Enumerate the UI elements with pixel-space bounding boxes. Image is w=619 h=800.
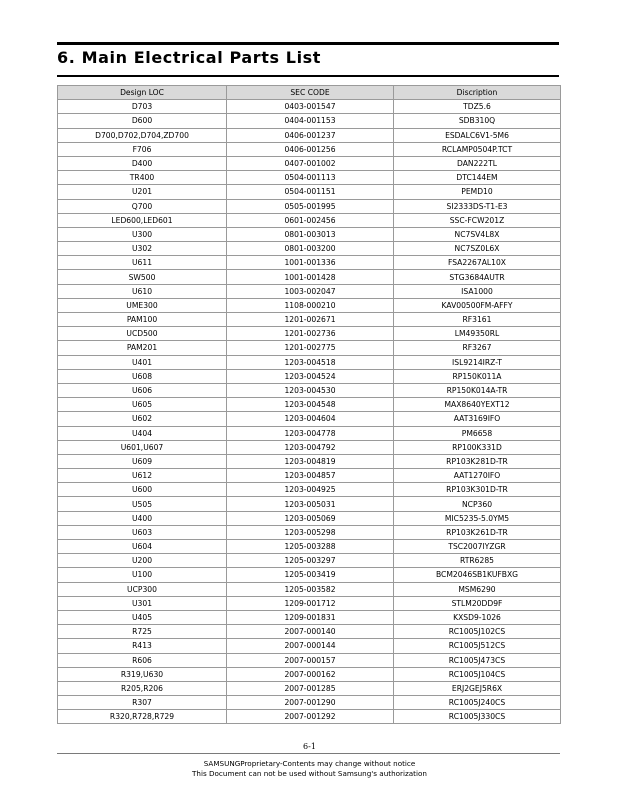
description-cell: KAV00500FM-AFFY (394, 298, 561, 312)
table-row (58, 256, 561, 270)
header-sec-code: SEC CODE (227, 86, 394, 100)
table-row (58, 298, 561, 312)
design-loc-cell: U401 (58, 355, 227, 369)
design-loc-cell: U302 (58, 242, 227, 256)
design-loc-cell: TR400 (58, 171, 227, 185)
table-row (58, 327, 561, 341)
table-row (58, 525, 561, 539)
sec-code-cell: 0601-002456 (227, 213, 394, 227)
sec-code-cell: 1203-004604 (227, 412, 394, 426)
sec-code-cell: 1205-003419 (227, 568, 394, 582)
table-row (58, 681, 561, 695)
design-loc-cell: D600 (58, 114, 227, 128)
design-loc-cell: R319,U630 (58, 667, 227, 681)
sec-code-cell: 2007-001290 (227, 696, 394, 710)
table-row (58, 341, 561, 355)
sec-code-cell: 1203-004819 (227, 454, 394, 468)
page-number: 6-1 (303, 742, 316, 751)
design-loc-cell: U601,U607 (58, 440, 227, 454)
design-loc-cell: Q700 (58, 199, 227, 213)
description-cell: MSM6290 (394, 582, 561, 596)
table-row (58, 511, 561, 525)
parts-table-body (58, 100, 561, 724)
table-row (58, 213, 561, 227)
table-row (58, 610, 561, 624)
table-row (58, 185, 561, 199)
table-row (58, 142, 561, 156)
design-loc-cell: R725 (58, 625, 227, 639)
design-loc-cell: U602 (58, 412, 227, 426)
sec-code-cell: 1203-004857 (227, 469, 394, 483)
design-loc-cell: U301 (58, 596, 227, 610)
table-row (58, 114, 561, 128)
sec-code-cell: 1203-004778 (227, 426, 394, 440)
design-loc-cell: R205,R206 (58, 681, 227, 695)
table-row (58, 100, 561, 114)
sec-code-cell: 1203-004548 (227, 398, 394, 412)
sec-code-cell: 1108-000210 (227, 298, 394, 312)
sec-code-cell: 1209-001831 (227, 610, 394, 624)
sec-code-cell: 0504-001113 (227, 171, 394, 185)
design-loc-cell: U200 (58, 554, 227, 568)
table-row (58, 227, 561, 241)
title-rule (57, 75, 559, 77)
design-loc-cell: UCP300 (58, 582, 227, 596)
description-cell: RP103K261D-TR (394, 525, 561, 539)
sec-code-cell: 1203-004524 (227, 369, 394, 383)
description-cell: TSC2007IYZGR (394, 540, 561, 554)
design-loc-cell: U201 (58, 185, 227, 199)
sec-code-cell: 1003-002047 (227, 284, 394, 298)
table-row (58, 426, 561, 440)
table-row (58, 199, 561, 213)
table-row (58, 128, 561, 142)
header-row (58, 86, 561, 100)
description-cell: RP103K301D-TR (394, 483, 561, 497)
description-cell: RC1005J104CS (394, 667, 561, 681)
design-loc-cell: U611 (58, 256, 227, 270)
description-cell: RF3161 (394, 313, 561, 327)
description-cell: SDB310Q (394, 114, 561, 128)
design-loc-cell: D700,D702,D704,ZD700 (58, 128, 227, 142)
table-row (58, 625, 561, 639)
design-loc-cell: U610 (58, 284, 227, 298)
sec-code-cell: 1201-002671 (227, 313, 394, 327)
table-row (58, 171, 561, 185)
design-loc-cell: U603 (58, 525, 227, 539)
design-loc-cell: LED600,LED601 (58, 213, 227, 227)
table-row (58, 639, 561, 653)
sec-code-cell: 2007-000140 (227, 625, 394, 639)
description-cell: RP150K011A (394, 369, 561, 383)
design-loc-cell: R413 (58, 639, 227, 653)
description-cell: RP150K014A-TR (394, 383, 561, 397)
design-loc-cell: U605 (58, 398, 227, 412)
description-cell: TDZ5.6 (394, 100, 561, 114)
table-row (58, 313, 561, 327)
table-row (58, 412, 561, 426)
sec-code-cell: 1203-004530 (227, 383, 394, 397)
table-row (58, 596, 561, 610)
description-cell: AAT3169IFO (394, 412, 561, 426)
table-row (58, 554, 561, 568)
top-rule (57, 42, 559, 45)
description-cell: RTR6285 (394, 554, 561, 568)
description-cell: AAT1270IFO (394, 469, 561, 483)
design-loc-cell: D400 (58, 156, 227, 170)
table-row (58, 469, 561, 483)
description-cell: PM6658 (394, 426, 561, 440)
description-cell: ESDALC6V1-5M6 (394, 128, 561, 142)
design-loc-cell: U609 (58, 454, 227, 468)
table-row (58, 540, 561, 554)
design-loc-cell: U600 (58, 483, 227, 497)
description-cell: NC7SZ0L6X (394, 242, 561, 256)
sec-code-cell: 1205-003297 (227, 554, 394, 568)
sec-code-cell: 1203-004925 (227, 483, 394, 497)
sec-code-cell: 1203-005031 (227, 497, 394, 511)
design-loc-cell: PAM201 (58, 341, 227, 355)
table-row (58, 284, 561, 298)
design-loc-cell: U606 (58, 383, 227, 397)
design-loc-cell: U612 (58, 469, 227, 483)
description-cell: RCLAMP0504P.TCT (394, 142, 561, 156)
table-row (58, 653, 561, 667)
table-row (58, 156, 561, 170)
table-row (58, 582, 561, 596)
sec-code-cell: 1209-001712 (227, 596, 394, 610)
sec-code-cell: 1001-001428 (227, 270, 394, 284)
design-loc-cell: D703 (58, 100, 227, 114)
table-row (58, 483, 561, 497)
description-cell: ERJ2GEJ5R6X (394, 681, 561, 695)
design-loc-cell: UME300 (58, 298, 227, 312)
description-cell: RC1005J512CS (394, 639, 561, 653)
sec-code-cell: 1205-003288 (227, 540, 394, 554)
table-row (58, 398, 561, 412)
sec-code-cell: 0407-001002 (227, 156, 394, 170)
sec-code-cell: 1203-005298 (227, 525, 394, 539)
sec-code-cell: 0403-001547 (227, 100, 394, 114)
design-loc-cell: R320,R728,R729 (58, 710, 227, 724)
description-cell: MAX8640YEXT12 (394, 398, 561, 412)
table-row (58, 440, 561, 454)
table-row (58, 568, 561, 582)
sec-code-cell: 0801-003200 (227, 242, 394, 256)
sec-code-cell: 2007-000144 (227, 639, 394, 653)
design-loc-cell: U404 (58, 426, 227, 440)
design-loc-cell: PAM100 (58, 313, 227, 327)
table-row (58, 270, 561, 284)
description-cell: RF3267 (394, 341, 561, 355)
description-cell: RC1005J330CS (394, 710, 561, 724)
sec-code-cell: 1203-004518 (227, 355, 394, 369)
design-loc-cell: U505 (58, 497, 227, 511)
description-cell: FSA2267AL10X (394, 256, 561, 270)
description-cell: RC1005J102CS (394, 625, 561, 639)
design-loc-cell: U400 (58, 511, 227, 525)
design-loc-cell: U300 (58, 227, 227, 241)
design-loc-cell: U100 (58, 568, 227, 582)
page-title: 6. Main Electrical Parts List (57, 48, 322, 67)
description-cell: MIC5235-5.0YM5 (394, 511, 561, 525)
design-loc-cell: SW500 (58, 270, 227, 284)
description-cell: KXSD9-1026 (394, 610, 561, 624)
description-cell: NCP360 (394, 497, 561, 511)
description-cell: LM49350RL (394, 327, 561, 341)
sec-code-cell: 1203-005069 (227, 511, 394, 525)
sec-code-cell: 0406-001237 (227, 128, 394, 142)
design-loc-cell: R307 (58, 696, 227, 710)
description-cell: STG3684AUTR (394, 270, 561, 284)
sec-code-cell: 2007-001285 (227, 681, 394, 695)
design-loc-cell: F706 (58, 142, 227, 156)
sec-code-cell: 0801-003013 (227, 227, 394, 241)
footer-notice: SAMSUNGProprietary-Contents may change without notice (203, 759, 416, 768)
description-cell: NC7SV4L8X (394, 227, 561, 241)
sec-code-cell: 1205-003582 (227, 582, 394, 596)
design-loc-cell: U604 (58, 540, 227, 554)
table-row (58, 710, 561, 724)
design-loc-cell: U608 (58, 369, 227, 383)
header-design-loc: Design LOC (58, 86, 227, 100)
description-cell: DAN222TL (394, 156, 561, 170)
design-loc-cell: UCD500 (58, 327, 227, 341)
footer-authorization: This Document can not be used without Samsung's authorization (192, 769, 427, 778)
description-cell: SSC-FCW201Z (394, 213, 561, 227)
sec-code-cell: 2007-001292 (227, 710, 394, 724)
table-row (58, 242, 561, 256)
sec-code-cell: 1001-001336 (227, 256, 394, 270)
table-row (58, 696, 561, 710)
table-row (58, 497, 561, 511)
table-row (58, 369, 561, 383)
sec-code-cell: 2007-000157 (227, 653, 394, 667)
description-cell: STLM20DD9F (394, 596, 561, 610)
sec-code-cell: 1201-002736 (227, 327, 394, 341)
sec-code-cell: 0404-001153 (227, 114, 394, 128)
description-cell: RP103K281D-TR (394, 454, 561, 468)
description-cell: BCM2046SB1KUFBXG (394, 568, 561, 582)
table-row (58, 667, 561, 681)
parts-table (57, 85, 561, 724)
description-cell: ISA1000 (394, 284, 561, 298)
description-cell: ISL9214IRZ-T (394, 355, 561, 369)
sec-code-cell: 0504-001151 (227, 185, 394, 199)
description-cell: DTC144EM (394, 171, 561, 185)
footer-rule (57, 753, 560, 754)
sec-code-cell: 0505-001995 (227, 199, 394, 213)
description-cell: RC1005J240CS (394, 696, 561, 710)
table-row (58, 454, 561, 468)
sec-code-cell: 1203-004792 (227, 440, 394, 454)
table-row (58, 355, 561, 369)
design-loc-cell: R606 (58, 653, 227, 667)
description-cell: RC1005J473CS (394, 653, 561, 667)
description-cell: SI2333DS-T1-E3 (394, 199, 561, 213)
sec-code-cell: 2007-000162 (227, 667, 394, 681)
sec-code-cell: 1201-002775 (227, 341, 394, 355)
description-cell: PEMD10 (394, 185, 561, 199)
sec-code-cell: 0406-001256 (227, 142, 394, 156)
header-description: Discription (394, 86, 561, 100)
description-cell: RP100K331D (394, 440, 561, 454)
parts-table-header (58, 86, 561, 100)
table-row (58, 383, 561, 397)
design-loc-cell: U405 (58, 610, 227, 624)
